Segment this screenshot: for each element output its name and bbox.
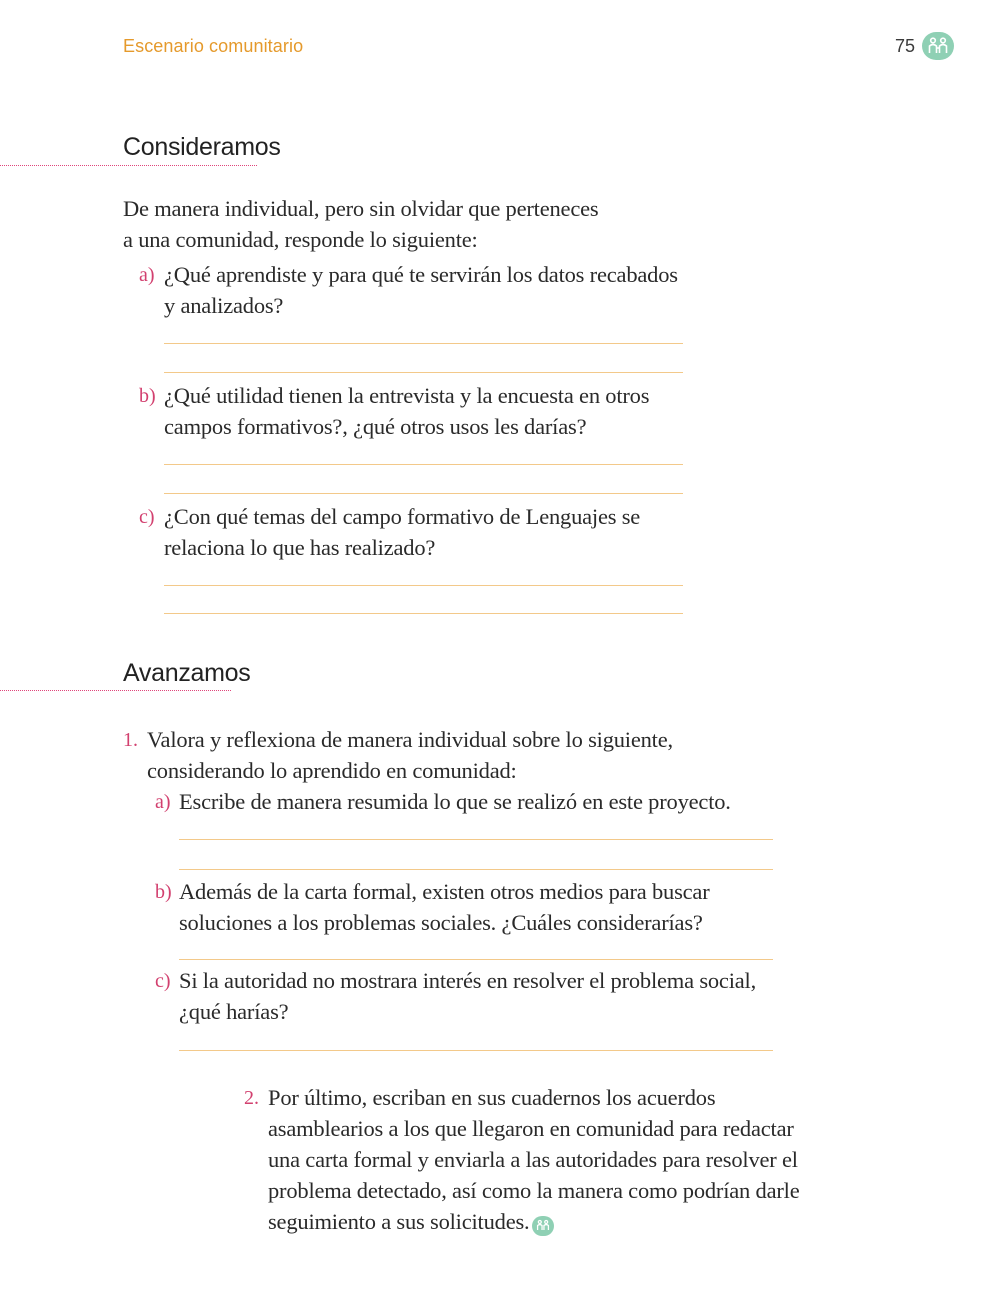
answer-line[interactable] bbox=[179, 959, 773, 960]
question-text: Si la autoridad no mostrara interés en resolver el problema social, ¿qué harías? bbox=[179, 968, 757, 1024]
answer-line[interactable] bbox=[164, 372, 683, 373]
community-people-icon bbox=[532, 1216, 554, 1236]
answer-line[interactable] bbox=[179, 1050, 773, 1051]
question-marker: b) bbox=[155, 881, 172, 903]
question-text: Además de la carta formal, existen otros medios para buscar soluciones a los problemas sociales. ¿Cuáles considerarías? bbox=[179, 879, 710, 935]
question-text: Escribe de manera resumida lo que se realizó en este proyecto. bbox=[179, 789, 731, 814]
answer-line[interactable] bbox=[164, 613, 683, 614]
numbered-item-text: Valora y reflexiona de manera individual sobre lo siguiente, considerando lo aprendido en comunidad: bbox=[147, 727, 673, 783]
section-divider bbox=[0, 690, 231, 691]
section-title-avanzamos: Avanzamos bbox=[123, 659, 251, 687]
question-marker: b) bbox=[139, 385, 156, 407]
numbered-marker: 2. bbox=[244, 1087, 259, 1109]
question-marker: c) bbox=[155, 970, 171, 992]
running-header: Escenario comunitario bbox=[123, 36, 304, 56]
intro-text: De manera individual, pero sin olvidar que perteneces a una comunidad, responde lo siguiente: bbox=[123, 196, 599, 252]
answer-line[interactable] bbox=[179, 839, 773, 840]
question-marker: a) bbox=[155, 791, 171, 813]
community-people-icon bbox=[922, 32, 954, 60]
answer-line[interactable] bbox=[164, 343, 683, 344]
question-text: ¿Con qué temas del campo formativo de Lenguajes se relaciona lo que has realizado? bbox=[164, 504, 641, 560]
question-text: ¿Qué utilidad tienen la entrevista y la encuesta en otros campos formativos?, ¿qué otros usos les darías? bbox=[164, 383, 650, 439]
answer-line[interactable] bbox=[164, 585, 683, 586]
question-marker: c) bbox=[139, 506, 155, 528]
question-marker: a) bbox=[139, 264, 155, 286]
numbered-marker: 1. bbox=[123, 729, 138, 751]
question-text: ¿Qué aprendiste y para qué te servirán los datos recabados y analizados? bbox=[164, 262, 678, 318]
section-title-consideramos: Consideramos bbox=[123, 133, 281, 161]
numbered-item-text: Por último, escriban en sus cuadernos los acuerdos asamblearios a los que llegaron en comunidad para redactar una carta formal y enviarla a las autoridades para resolver el problema detectado, así como la manera como podrían darle seguimiento a sus solicitudes. bbox=[268, 1085, 800, 1234]
answer-line[interactable] bbox=[164, 464, 683, 465]
page-number: 75 bbox=[895, 36, 916, 56]
answer-line[interactable] bbox=[179, 869, 773, 870]
section-divider bbox=[0, 165, 257, 166]
answer-line[interactable] bbox=[164, 493, 683, 494]
